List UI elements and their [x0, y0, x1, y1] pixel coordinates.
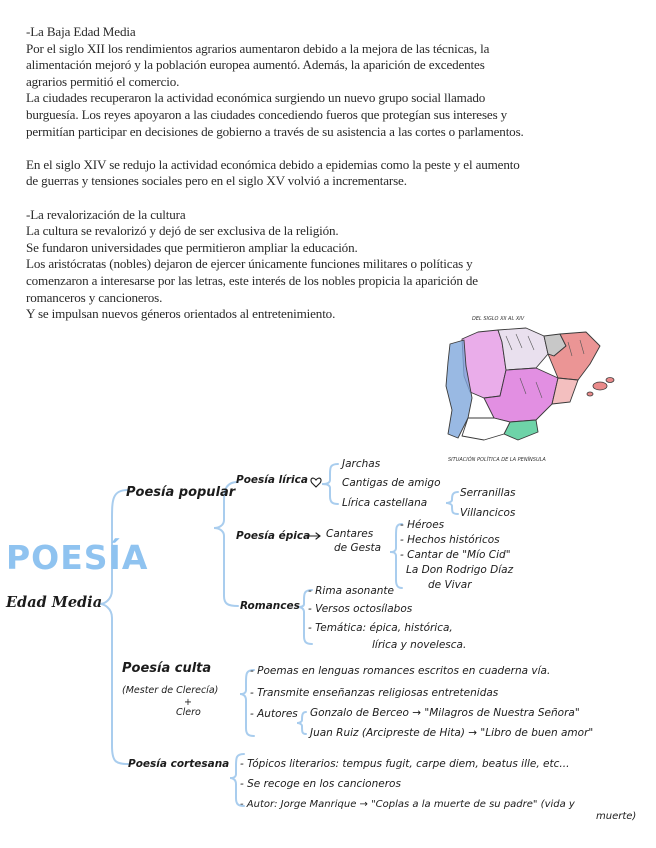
- notes-text: [26, 24, 626, 323]
- romances-item: lírica y novelesca.: [372, 639, 467, 651]
- root-brace: [100, 490, 128, 764]
- notes-line: -La revalorización de la cultura: [26, 206, 186, 222]
- culta-autores-label: - Autores: [250, 708, 298, 720]
- cortesana-item: - Se recoge en los cancioneros: [240, 778, 401, 790]
- notes-line: alimentación mejoró y la población europea aumentó. Además, la aparición de excedentes: [26, 57, 485, 73]
- cantares-line: de Gesta: [334, 542, 382, 554]
- culta-autor: Gonzalo de Berceo → "Milagros de Nuestra Señora": [310, 707, 580, 719]
- map-title: DEL SIGLO XII AL XIV: [472, 316, 525, 322]
- culta-sub: Clero: [176, 707, 201, 718]
- notes-line: permitían participar en decisiones de gobierno a través de su asistencia a las cortes o parlamentos.: [26, 123, 524, 139]
- region-andalucia-west: [462, 418, 510, 440]
- culta-sub: +: [184, 697, 192, 708]
- mindmap-subtitle: Edad Media: [6, 594, 103, 611]
- heart-arrow-icon: [311, 478, 321, 487]
- map-caption: SITUACIÓN POLÍTICA DE LA PENÍNSULA: [448, 457, 546, 463]
- balearic-islands: [587, 378, 614, 397]
- popular-brace: [214, 482, 238, 606]
- culta-sub: (Mester de Clerecía): [122, 685, 219, 696]
- notes-line: La cultura se revalorizó y dejó de ser exclusiva de la religión.: [26, 223, 339, 239]
- node-poesia-culta: Poesía culta: [122, 661, 212, 676]
- notes-line: En el siglo XIV se redujo la actividad económica debido a epidemias como la peste y el aumento: [26, 156, 520, 172]
- epica-item: - Hechos históricos: [400, 534, 500, 546]
- notes-line: Y se impulsan nuevos géneros orientados al entretenimiento.: [26, 306, 336, 322]
- notes-line: comenzaron a interesarse por las letras, este interés de los nobles propicia la aparición de: [26, 272, 478, 288]
- notes-line: de guerras y tensiones sociales pero en el siglo XV volvió a incrementarse.: [26, 173, 407, 189]
- notes-line: burguesía. Los reyes apoyaron a las ciudades concediendo fueros que protegían sus intereses y: [26, 106, 508, 122]
- cantares-line: Cantares: [326, 528, 374, 540]
- castellana-item: Villancicos: [460, 507, 516, 519]
- mindmap-root: POESÍA: [6, 538, 149, 577]
- culta-item: - Poemas en lenguas romances escritos en cuaderna vía.: [250, 665, 551, 677]
- cortesana-item: muerte): [596, 811, 637, 822]
- culta-brace: [240, 670, 254, 736]
- map-regions: [446, 328, 600, 440]
- notes-line: romanceros y cancioneros.: [26, 289, 163, 305]
- lirica-item: Cantigas de amigo: [342, 477, 441, 489]
- lirica-brace: [322, 464, 338, 504]
- epica-item: de Vivar: [428, 579, 472, 591]
- castellana-brace: [446, 492, 458, 514]
- romances-brace: [298, 590, 312, 644]
- notes-line: Los aristócratas (nobles) dejaron de ejercer únicamente funciones militares o políticas y: [26, 256, 473, 272]
- romances-item: - Versos octosílabos: [308, 603, 413, 615]
- cortesana-item: - Tópicos literarios: tempus fugit, carpe diem, beatus ille, etc...: [240, 758, 570, 770]
- cortesana-item: - Autor: Jorge Manrique → "Coplas a la muerte de su padre" (vida y: [240, 799, 575, 810]
- culta-item: - Transmite enseñanzas religiosas entretenidas: [250, 687, 499, 699]
- epica-item: La Don Rodrigo Díaz: [406, 564, 514, 576]
- iberian-peninsula-map: [440, 306, 620, 466]
- node-poesia-popular: Poesía popular: [126, 485, 236, 500]
- notes-line: agrarios permitió el comercio.: [26, 73, 180, 89]
- castellana-item: Serranillas: [460, 487, 516, 499]
- lirica-item: Jarchas: [342, 458, 381, 470]
- node-poesia-lirica: Poesía lírica: [236, 474, 308, 486]
- epica-item: - Héroes: [400, 519, 445, 531]
- notes-line: Por el siglo XII los rendimientos agrarios aumentaron debido a la mejora de las técnicas, la: [26, 40, 490, 56]
- autores-brace: [297, 712, 306, 734]
- culta-autor: Juan Ruiz (Arcipreste de Hita) → "Libro de buen amor": [310, 727, 594, 739]
- epica-item: - Cantar de "Mío Cid": [400, 549, 511, 561]
- notes-line: La ciudades recuperaron la actividad económica surgiendo un nuevo grupo social llamado: [26, 90, 486, 106]
- romances-item: - Temática: épica, histórica,: [308, 622, 453, 634]
- lirica-item: Lírica castellana: [342, 497, 428, 509]
- notes-line: -La Baja Edad Media: [26, 24, 136, 39]
- node-poesia-cortesana: Poesía cortesana: [128, 758, 230, 770]
- node-poesia-epica: Poesía épica: [236, 530, 311, 542]
- notes-line: Se fundaron universidades que permitieron ampliar la educación.: [26, 239, 358, 255]
- romances-item: - Rima asonante: [308, 585, 394, 597]
- node-romances: Romances: [240, 600, 300, 612]
- region-castilla: [498, 328, 548, 370]
